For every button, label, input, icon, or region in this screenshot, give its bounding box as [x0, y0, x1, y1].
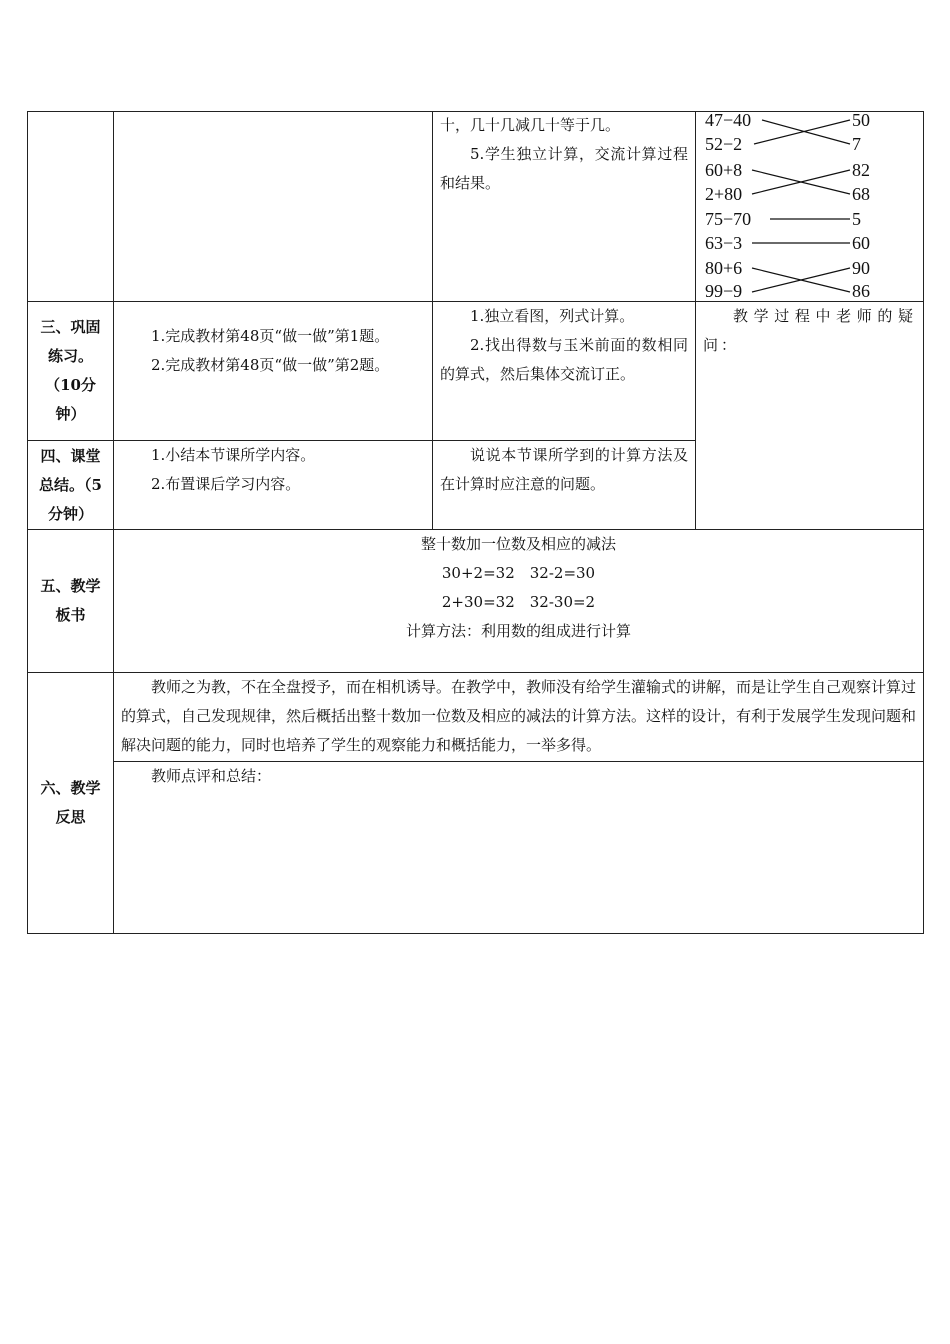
- blackboard-line-1: 整十数加一位数及相应的减法: [420, 535, 616, 553]
- matching-exercise: [696, 112, 923, 300]
- section5-label-line-2: 板书: [55, 606, 86, 624]
- reflection-text: 教师之为教，不在全盘授予，而在相机诱导。在教学中，教师没有给学生灌输式的讲解，而是让学生自己观察计算过的算式，自己发现规律，然后概括出整十数加一位数及相应的减法的计算方法。这样的设计，有利于发展学生发现问题和解决问题的能力，同时也培养了学生的观察能力和概括能力，一举多得。: [121, 678, 917, 754]
- match-right-5: 5: [852, 209, 861, 229]
- activity-line-1: 十，几十几减几十等于几。: [440, 116, 621, 134]
- section4-student-line-1: 说说本节课所学到的计算方法及在计算时应注意的问题。: [440, 446, 688, 493]
- blackboard-line-3: 2+30=32 32-30=2: [441, 593, 596, 611]
- match-right-4: 68: [852, 184, 870, 204]
- blackboard-cell: [114, 530, 924, 673]
- comment-cell: [114, 762, 924, 934]
- section4-label-line-2: 总结。（5: [39, 475, 102, 494]
- section3-student-line-1: 1.独立看图，列式计算。: [470, 307, 635, 325]
- row-section6-reflection: [28, 673, 924, 762]
- section3-teacher-line-2: 2.完成教材第48页“做一做”第2题。: [151, 356, 390, 374]
- match-left-4: 2+80: [705, 184, 743, 204]
- row-continuation: [28, 112, 924, 302]
- section3-teacher-line-1: 1.完成教材第48页“做一做”第1题。: [151, 327, 390, 345]
- row-section3: [28, 302, 924, 441]
- match-left-3: 60+8: [705, 160, 743, 180]
- match-right-7: 90: [852, 258, 870, 278]
- section4-teacher-line-1: 1.小结本节课所学内容。: [151, 446, 316, 464]
- row-continuation-student-cell: [433, 112, 696, 302]
- section4-teacher-cell: [114, 441, 433, 530]
- section3-label-line-3: （10分: [45, 376, 96, 394]
- row-continuation-label-cell: [28, 112, 114, 302]
- section4-student-cell: [433, 441, 696, 530]
- match-left-2: 52−2: [705, 134, 743, 154]
- section3-label: [28, 302, 114, 441]
- section4-teacher-line-2: 2.布置课后学习内容。: [151, 475, 301, 493]
- section4-label-line-3: 分钟）: [47, 504, 93, 523]
- lesson-plan-table: [27, 111, 924, 934]
- match-left-1: 47−40: [705, 112, 752, 130]
- teacher-questions-cell: [696, 302, 924, 530]
- match-right-2: 7: [852, 134, 861, 154]
- blackboard-line-2: 30+2=32 32-2=30: [441, 564, 596, 582]
- match-left-7: 80+6: [705, 258, 743, 278]
- match-left-8: 99−9: [705, 281, 743, 300]
- reflection-cell: [114, 673, 924, 762]
- match-right-6: 60: [852, 233, 870, 253]
- match-right-3: 82: [852, 160, 870, 180]
- section5-label-line-1: 五、教学: [40, 577, 101, 595]
- match-right-1: 50: [852, 112, 870, 130]
- match-right-8: 86: [852, 281, 870, 300]
- section5-label: [28, 530, 114, 673]
- section3-label-line-4: 钟）: [55, 405, 86, 423]
- teacher-questions-prompt: 教学过程中老师的疑问：: [703, 307, 916, 354]
- match-left-6: 63−3: [705, 233, 743, 253]
- section6-label-line-2: 反思: [55, 808, 86, 826]
- section6-label-line-1: 六、教学: [40, 779, 101, 797]
- section6-label: [28, 673, 114, 934]
- matching-exercise-cell: [696, 112, 924, 302]
- matching-diagram: [696, 112, 923, 300]
- activity-line-2: 5.学生独立计算，交流计算过程和结果。: [440, 145, 688, 192]
- comment-label: 教师点评和总结：: [151, 767, 272, 785]
- row-section6-comment: [28, 762, 924, 934]
- blackboard-line-4: 计算方法：利用数的组成进行计算: [405, 622, 631, 640]
- section3-student-cell: [433, 302, 696, 441]
- section4-label: [28, 441, 114, 530]
- section3-teacher-cell: [114, 302, 433, 441]
- row-continuation-teacher-cell: [114, 112, 433, 302]
- row-section5: [28, 530, 924, 673]
- section4-label-line-1: 四、课堂: [40, 446, 101, 465]
- section3-label-line-1: 三、巩固: [40, 318, 101, 336]
- section3-student-line-2: 2.找出得数与玉米前面的数相同的算式，然后集体交流订正。: [440, 336, 688, 383]
- match-left-5: 75−70: [705, 209, 752, 229]
- section3-label-line-2: 练习。: [47, 347, 93, 365]
